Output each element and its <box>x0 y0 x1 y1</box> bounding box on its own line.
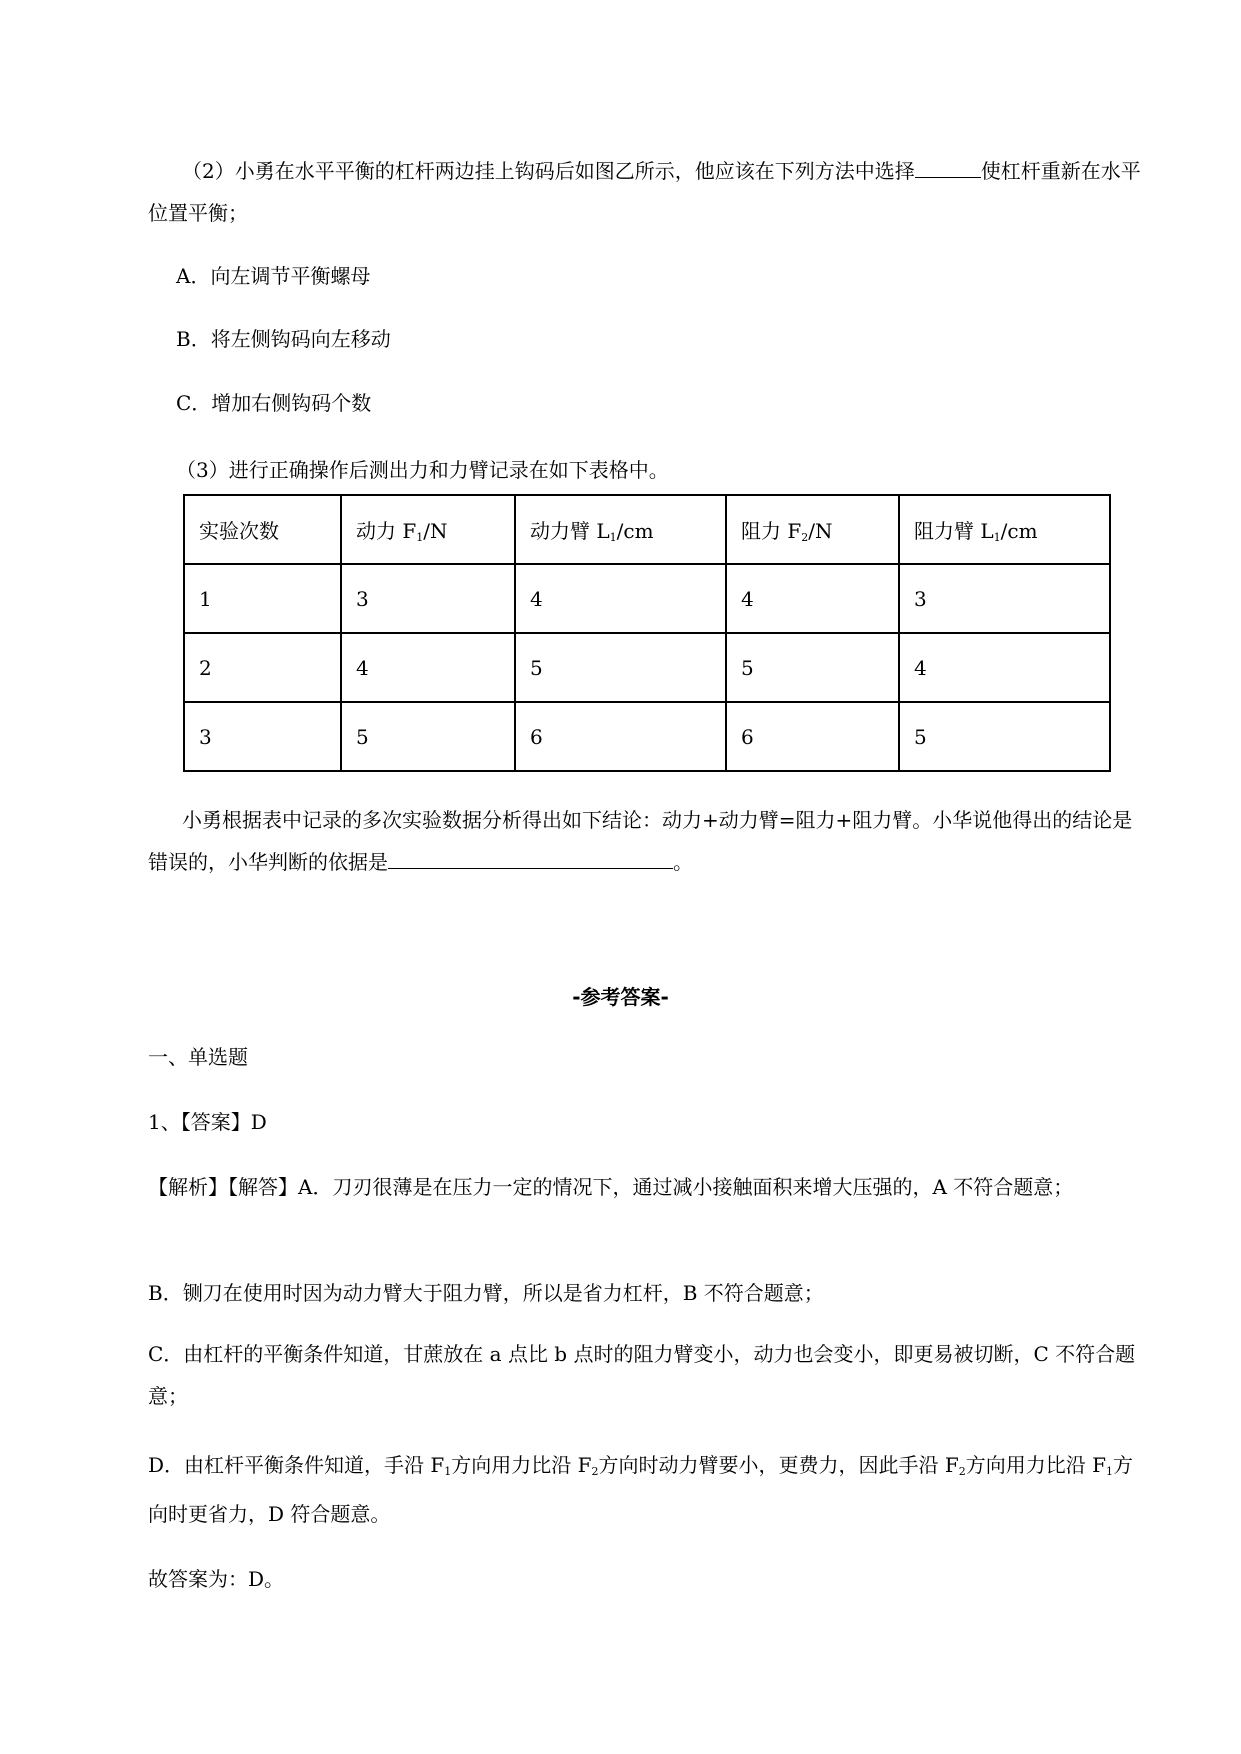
table-cell: 5 <box>515 633 726 702</box>
analysis-a: 【解析】【解答】A．刀刃很薄是在压力一定的情况下，通过减小接触面积来增大压强的，A 不符合题意； <box>148 1175 1074 1199</box>
answer-1: 1、【答案】D <box>148 1110 267 1134</box>
header-trial-count: 实验次数 <box>184 495 341 564</box>
q2-option-a: A．向左调节平衡螺母 <box>176 264 371 288</box>
q3-intro: （3）进行正确操作后测出力和力臂记录在如下表格中。 <box>176 458 669 482</box>
table-cell: 4 <box>515 564 726 633</box>
analysis-c: C．由杠杆的平衡条件知道，甘蔗放在 a 点比 b 点时的阻力臂变小，动力也会变小，即更易被切断，C 不符合题意； <box>148 1342 1136 1408</box>
q3-conclusion-paragraph <box>148 799 1144 883</box>
table-cell: 3 <box>899 564 1110 633</box>
table-row <box>184 633 1110 702</box>
table-row <box>184 564 1110 633</box>
table-cell: 5 <box>899 702 1110 771</box>
table-cell: 5 <box>726 633 899 702</box>
table-row <box>184 702 1110 771</box>
header-effort-arm: 动力臂 $L_1/cm$ <box>515 495 726 564</box>
q3-conclusion-end: 。 <box>673 850 693 874</box>
q2-answer-blank[interactable] <box>915 155 981 178</box>
table-cell: 2 <box>184 633 341 702</box>
q2-paragraph <box>148 150 1144 234</box>
header-effort-force: 动力 $F_1/N$ <box>341 495 515 564</box>
section-heading: 一、单选题 <box>148 1045 248 1069</box>
q3-answer-blank[interactable] <box>388 846 673 869</box>
table-cell: 6 <box>515 702 726 771</box>
table-cell: 4 <box>726 564 899 633</box>
table-cell: 4 <box>341 633 515 702</box>
analysis-d: D．由杠杆平衡条件知道，手沿 $F_1$方向用力比沿 $F_2$方向时动力臂要小，更费力，因此手沿 $F_2$方向用力比沿 $F_1$方向时更省力，D 符合题意。 <box>148 1453 1133 1526</box>
q2-option-b: B．将左侧钩码向左移动 <box>176 327 391 351</box>
data-table <box>183 494 1111 772</box>
q2-option-c: C．增加右侧钩码个数 <box>176 391 372 415</box>
analysis-b: B．铡刀在使用时因为动力臂大于阻力臂，所以是省力杠杆，B 不符合题意； <box>148 1281 824 1305</box>
table-cell: 3 <box>184 702 341 771</box>
q2-text-after-blank: 使杠杆重新在水平位置平衡； <box>148 159 1141 225</box>
answers-title: -参考答案- <box>572 985 669 1009</box>
q3-conclusion-text: 小勇根据表中记录的多次实验数据分析得出如下结论：动力+动力臂=阻力+阻力臂。小华说他得出的结论是错误的，小华判断的依据是 <box>148 808 1133 874</box>
final-answer: 故答案为：D。 <box>148 1567 285 1591</box>
table-cell: 4 <box>899 633 1110 702</box>
table-cell: 5 <box>341 702 515 771</box>
q2-text-before-blank: （2）小勇在水平平衡的杠杆两边挂上钩码后如图乙所示，他应该在下列方法中选择 <box>182 159 915 183</box>
header-load-arm: 阻力臂 $L_1/cm$ <box>899 495 1110 564</box>
header-load-force: 阻力 $F_2/N$ <box>726 495 899 564</box>
table-cell: 3 <box>341 564 515 633</box>
table-cell: 6 <box>726 702 899 771</box>
table-cell: 1 <box>184 564 341 633</box>
table-header-row <box>184 495 1110 564</box>
